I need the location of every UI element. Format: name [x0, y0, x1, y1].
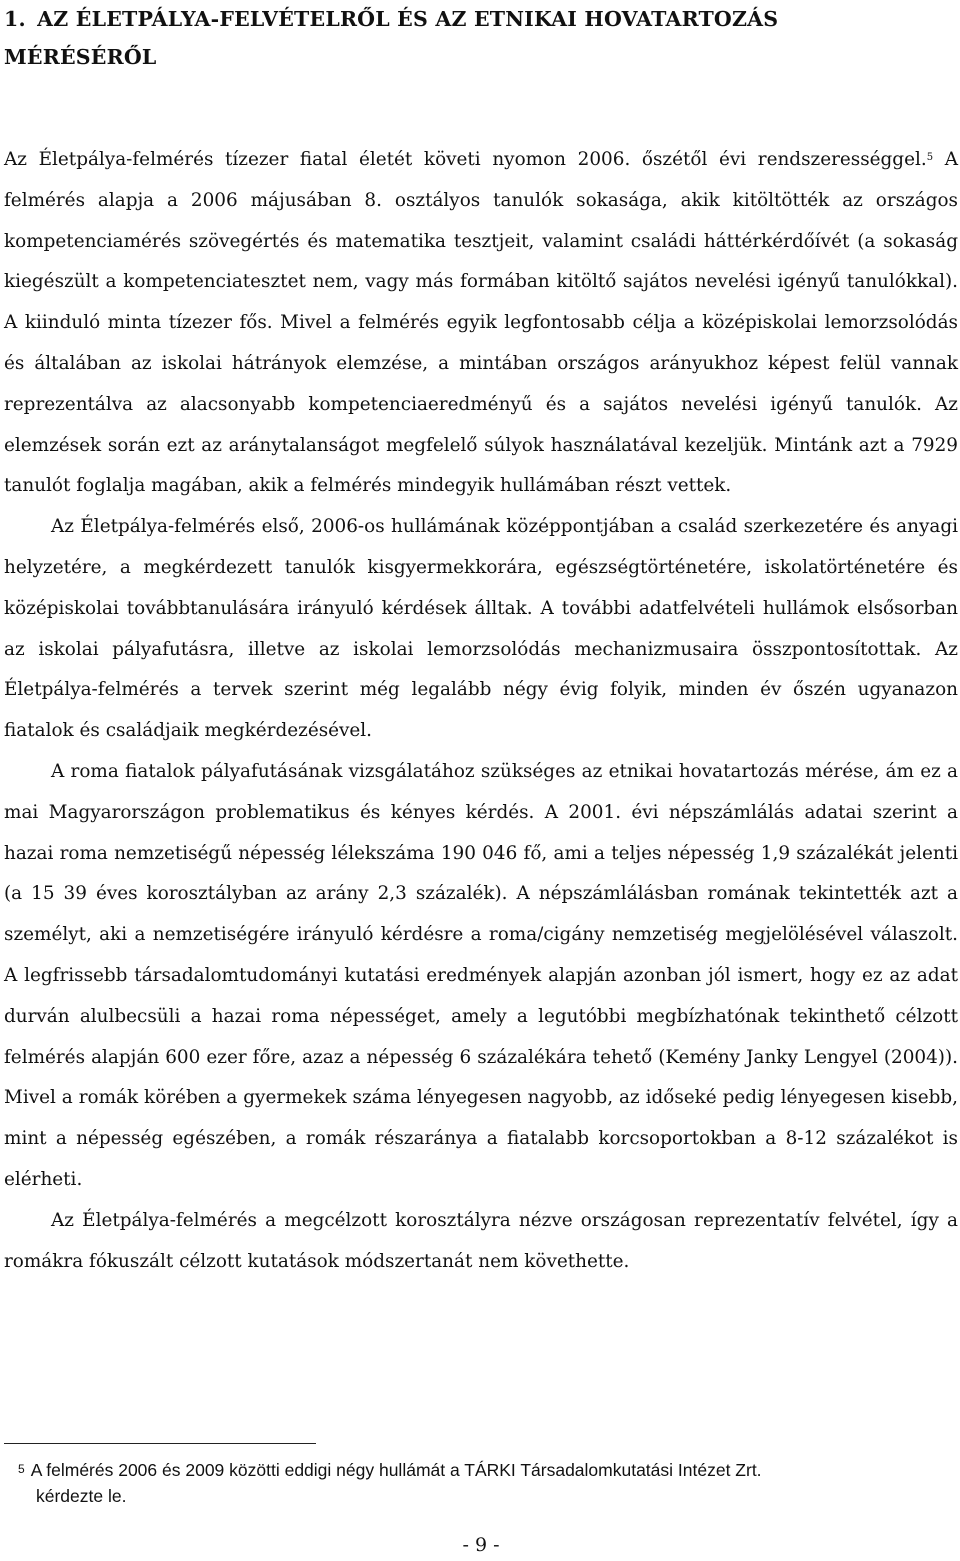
- footnote-mark: 5: [18, 1462, 25, 1476]
- paragraph-2: Az Életpálya-felmérés első, 2006-os hullámának középpontjában a család szerkezetére és anyagi helyzetére, a megkérdezett tanulók kisgyermekkorára, egészségtörténetére, iskolatörténetére és középiskolai továbbtanulására irányuló kérdések álltak. A további adatfelvételi hullámok elsősorban az iskolai pályafutásra, illetve az iskolai lemorzsolódás mechanizmusaira összpontosítottak. Az Életpálya-felmérés a tervek szerint még legalább négy évig folyik, minden év őszén ugyanazon fiatalok és családjaik megkérdezésével.: [4, 516, 958, 742]
- chapter-number: 1.: [4, 7, 26, 31]
- chapter-title-line-1: AZ ÉLETPÁLYA-FELVÉTELRŐL ÉS AZ ETNIKAI HOVATARTOZÁS: [37, 7, 779, 31]
- footnote-reference[interactable]: 5: [926, 152, 934, 163]
- paragraph-3: A roma fiatalok pályafutásának vizsgálatához szükséges az etnikai hovatartozás mérése, ám ez a mai Magyarországon problematikus és kényes kérdés. A 2001. évi népszámlálás adatai szerint a hazai roma nemzetiségű népesség lélekszáma 190 046 fő, ami a teljes népesség 1,9 százalékát jelenti (a 15 39 éves korosztályban az arány 2,3 százalék). A népszámlálásban romának tekintették azt a személyt, aki a nemzetiségére irányuló kérdésre a roma/cigány nemzetiség megjelölésével válaszolt. A legfrissebb társadalomtudományi kutatási eredmények alapján azonban jól ismert, hogy ez az adat durván alulbecsüli a hazai roma népességet, amely a legutóbbi megbízhatónak tekinthető célzott felmérés alapján 600 ezer főre, azaz a népesség 6 százalékára tehető (Kemény Janky Lengyel (2004)). Mivel a romák körében a gyermekek száma lényegesen nagyobb, az időseké pedig lényegesen kisebb, mint a népesség egészében, a romák részaránya a fiatalabb korcsoportokban a 8-12 százalékot is elérheti.: [4, 760, 958, 1190]
- chapter-heading: [4, 0, 958, 76]
- document-page: [4, 0, 958, 1556]
- paragraph-4: Az Életpálya-felmérés a megcélzott korosztályra nézve országosan reprezentatív felvétel, így a romákra fókuszált célzott kutatások módszertanát nem követhette.: [4, 1209, 958, 1272]
- paragraph-1: [4, 140, 958, 507]
- footnote-text-line-2: kérdezte le.: [36, 1486, 127, 1506]
- paragraph-1-text-b: A felmérés alapja a 2006 májusában 8. osztályos tanulók sokasága, akik kitöltötték az országos kompetenciamérés szövegértés és matematika tesztjeit, valamint családi háttérkérdőívét (a sokaság kiegészült a kompetenciatesztet nem, vagy más formában kitöltő sajátos nevelési igényű tanulókkal). A kiinduló minta tízezer fős. Mivel a felmérés egyik legfontosabb célja a középiskolai lemorzsolódás és általában az iskolai hátrányok elemzése, a mintában országos arányukhoz képest felül vannak reprezentálva az alacsonyabb kompetenciaeredményű és a sajátos nevelési igényű tanulók. Az elemzések során ezt az aránytalanságot megfelelő súlyok használatával kezeljük. Mintánk azt a 7929 tanulót foglalja magában, akik a felmérés mindegyik hullámában részt vettek.: [4, 149, 958, 497]
- chapter-title-line-2: MÉRÉSÉRŐL: [4, 45, 157, 69]
- page-number: - 9 -: [462, 1534, 500, 1556]
- footnote-separator: [4, 1443, 316, 1444]
- footnote-text-line-1: A felmérés 2006 és 2009 közötti eddigi négy hullámát a TÁRKI Társadalomkutatási Intézet Zrt.: [30, 1460, 762, 1480]
- footnote: [4, 1456, 958, 1509]
- paragraph-1-text-a: Az Életpálya-felmérés tízezer fiatal életét követi nyomon 2006. őszétől évi rendszerességgel.: [4, 149, 927, 170]
